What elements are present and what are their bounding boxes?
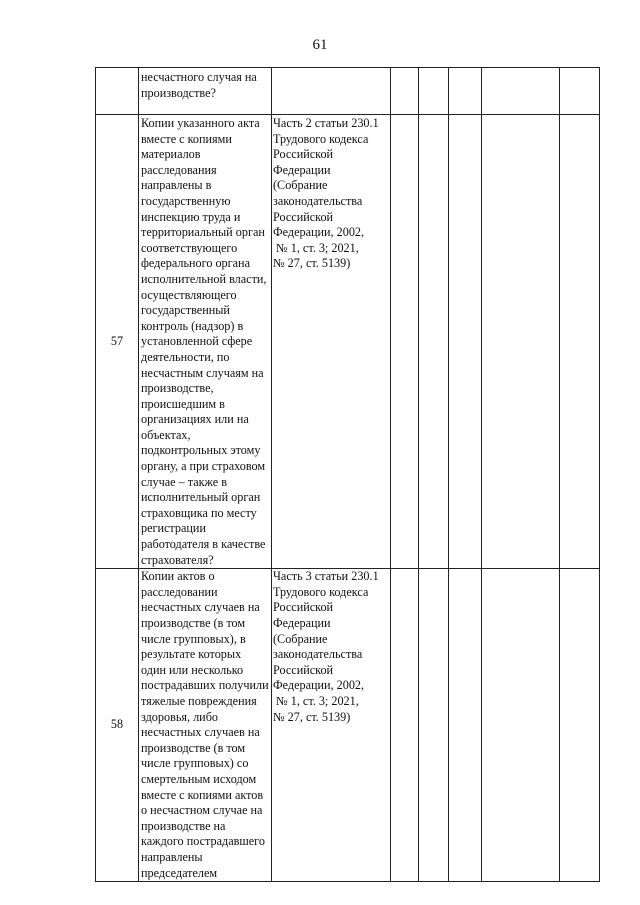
requirement-line: производстве (в том xyxy=(141,740,246,755)
reference-line: законодательства xyxy=(273,647,363,662)
requirement-line: расследования xyxy=(141,162,217,177)
reference-line: Российской xyxy=(273,600,334,615)
requirement-line: производстве? xyxy=(141,85,216,100)
checklist-table xyxy=(95,67,600,882)
requirement-line: производстве на xyxy=(141,818,226,833)
reference-line: Часть 3 статьи 230.1 xyxy=(273,569,379,584)
table-row xyxy=(96,115,600,569)
requirement-line: осуществляющего xyxy=(141,287,237,302)
requirement-line: производстве, xyxy=(141,381,214,396)
requirement-line: несчастных случаев на xyxy=(141,725,260,740)
requirement-line: территориальный орган xyxy=(141,225,265,240)
requirement-line: направлены xyxy=(141,849,203,864)
notes-cell xyxy=(482,115,560,569)
answer-cell-na xyxy=(449,68,482,115)
legal-reference-cell xyxy=(272,115,391,569)
requirement-line: исполнительный орган xyxy=(141,490,261,505)
extra-cell xyxy=(560,68,600,115)
row-number xyxy=(96,68,139,115)
extra-cell xyxy=(560,115,600,569)
requirement-line: вместе с копиями xyxy=(141,131,232,146)
reference-line: № 27, ст. 5139) xyxy=(273,256,351,271)
requirement-line: тяжелые повреждения xyxy=(141,693,257,708)
requirement-line: здоровья, либо xyxy=(141,709,218,724)
requirement-line: случае – также в xyxy=(141,474,227,489)
legal-reference-cell xyxy=(272,68,391,115)
reference-line: Федерации, 2002, xyxy=(273,225,365,240)
reference-line: Российской xyxy=(273,209,334,224)
reference-line: Часть 2 статьи 230.1 xyxy=(273,116,379,130)
reference-line: № 1, ст. 3; 2021, xyxy=(273,693,359,708)
requirement-line: направлены в xyxy=(141,178,212,193)
requirement-line: соответствующего xyxy=(141,240,238,255)
answer-cell-no xyxy=(419,569,449,882)
requirement-line: деятельности, по xyxy=(141,349,230,364)
requirement-line: председателем xyxy=(141,865,218,880)
requirement-line: установленной сфере xyxy=(141,334,253,349)
answer-cell-na xyxy=(449,569,482,882)
requirement-line: результате которых xyxy=(141,647,242,662)
requirement-line: регистрации xyxy=(141,521,206,536)
answer-cell-yes xyxy=(391,569,419,882)
requirement-line: подконтрольных этому xyxy=(141,443,261,458)
requirement-line: страхователя? xyxy=(141,552,214,567)
requirement-cell xyxy=(139,115,272,569)
requirement-line: страховщика по месту xyxy=(141,505,257,520)
reference-line: № 1, ст. 3; 2021, xyxy=(273,240,359,255)
requirement-line: несчастным случаям на xyxy=(141,365,264,380)
requirement-line: федерального органа xyxy=(141,256,250,271)
requirement-line: материалов xyxy=(141,147,201,162)
table-row xyxy=(96,569,600,882)
requirement-line: каждого пострадавшего xyxy=(141,834,265,849)
requirement-line: органу, а при страховом xyxy=(141,459,266,474)
reference-line: № 27, ст. 5139) xyxy=(273,709,351,724)
reference-line: Федерации, 2002, xyxy=(273,678,365,693)
reference-line: Трудового кодекса xyxy=(273,131,369,146)
requirement-line: государственный xyxy=(141,303,230,318)
requirement-line: объектах, xyxy=(141,427,191,442)
requirement-line: несчастного случая на xyxy=(141,70,257,84)
row-number: 58 xyxy=(96,569,139,882)
notes-cell xyxy=(482,569,560,882)
reference-line: законодательства xyxy=(273,193,363,208)
requirement-cell xyxy=(139,569,272,882)
requirement-line: Копии актов о xyxy=(141,569,215,584)
reference-line: (Собрание xyxy=(273,631,328,646)
answer-cell-yes xyxy=(391,68,419,115)
reference-line: Трудового кодекса xyxy=(273,584,369,599)
notes-cell xyxy=(482,68,560,115)
answer-cell-no xyxy=(419,115,449,569)
answer-cell-yes xyxy=(391,115,419,569)
answer-cell-no xyxy=(419,68,449,115)
row-number: 57 xyxy=(96,115,139,569)
extra-cell xyxy=(560,569,600,882)
requirement-line: инспекцию труда и xyxy=(141,209,241,224)
requirement-line: исполнительной власти, xyxy=(141,271,267,286)
reference-line: Федерации xyxy=(273,616,331,630)
requirement-line: производстве (в том xyxy=(141,616,246,630)
reference-line: Федерации xyxy=(273,162,331,177)
requirement-line: о несчастном случае на xyxy=(141,803,263,818)
requirement-line: организациях или на xyxy=(141,412,249,427)
requirement-line: работодателя в качестве xyxy=(141,537,266,552)
requirement-cell xyxy=(139,68,272,115)
requirement-line: один или несколько xyxy=(141,662,244,677)
requirement-line: Копии указанного акта xyxy=(141,116,260,130)
table-row xyxy=(96,68,600,115)
legal-reference-cell xyxy=(272,569,391,882)
page-number: 61 xyxy=(312,37,328,53)
answer-cell-na xyxy=(449,115,482,569)
requirement-line: пострадавших получили xyxy=(141,678,269,693)
reference-line: (Собрание xyxy=(273,178,328,193)
requirement-line: числе групповых), в xyxy=(141,631,246,646)
requirement-line: контроль (надзор) в xyxy=(141,318,244,333)
requirement-line: несчастных случаев на xyxy=(141,600,260,615)
requirement-line: происшедшим в xyxy=(141,396,225,411)
requirement-line: вместе с копиями актов xyxy=(141,787,264,802)
reference-line: Российской xyxy=(273,662,334,677)
reference-line: Российской xyxy=(273,147,334,162)
requirement-line: числе групповых) со xyxy=(141,756,249,771)
requirement-line: расследовании xyxy=(141,584,218,599)
requirement-line: государственную xyxy=(141,193,231,208)
requirement-line: смертельным исходом xyxy=(141,771,257,786)
